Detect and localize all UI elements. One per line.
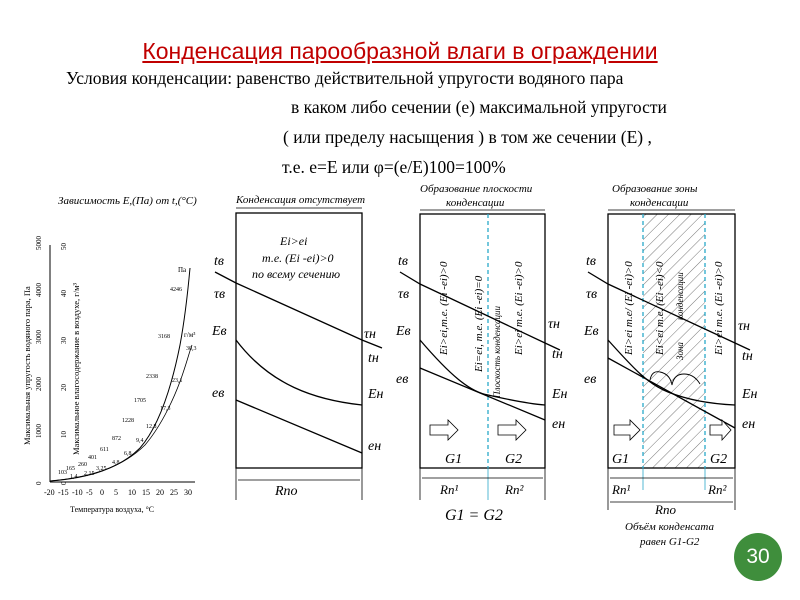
panel3-r1: Rп¹ (612, 482, 631, 497)
panel1-Eh: Eн (368, 387, 384, 402)
panel3-tauv: τв (586, 287, 598, 302)
panel2-g2: G2 (505, 452, 523, 467)
graph-value-label: 3,25 (96, 466, 107, 472)
panel3-tauh: τн (738, 319, 750, 334)
panel3-r: Rпо (655, 502, 676, 517)
graph-xlabel: Температура воздуха, °С (70, 505, 155, 514)
condition-line-4: т.е. е=Е или φ=(е/Е)100=100% (282, 157, 506, 177)
panel2-th: tн (552, 347, 563, 362)
panel1-ev: eв (212, 386, 225, 401)
graph-x-tick: 5 (114, 488, 118, 497)
panel2-arrow-2 (498, 420, 526, 440)
panel3-z1: Ei>ei т.е/ (Ei -ei)>0 (623, 261, 635, 355)
panel1-th: tн (368, 351, 379, 366)
panel1-header: Конденсация отсутствует (236, 194, 366, 206)
graph-y-tick-left: 3000 (35, 330, 43, 344)
panel1-cond2: т.е. (Ei -ei)>0 (262, 251, 334, 265)
panel3-z2: Ei<ei т.е. (Ei -ei)<0 (654, 261, 666, 355)
panel-condensation-zone (583, 183, 758, 548)
graph-y-tick-right: 10 (60, 431, 68, 438)
panel2-g1: G1 (445, 452, 463, 467)
panel2-plane-label: Плоскость конденсации (492, 306, 502, 398)
panel1-temperature-line (215, 272, 382, 348)
graph-value-label: 260 (78, 462, 87, 468)
panel2-Ev: Eв (396, 324, 411, 339)
panel3-Eh: Eн (742, 387, 758, 402)
graph-x-tick: 0 (100, 488, 104, 497)
graph-value-label: 9,4 (136, 438, 144, 444)
panel2-r1: Rп¹ (440, 482, 459, 497)
graph-x-tick: 25 (170, 488, 178, 497)
panel2-tauv: τв (398, 287, 410, 302)
panel1-eh: eн (368, 439, 382, 454)
graph-ylabel-left: Максимальная упругость водяного пара, Па (22, 286, 32, 445)
panel2-header1: Образование плоскости (420, 183, 533, 195)
panel2-Eh: Eн (552, 387, 568, 402)
panel3-condensation-zone (643, 214, 705, 468)
panel3-footer1: Объём конденсата (625, 521, 714, 533)
panel3-tv: tв (586, 254, 596, 269)
panel2-z3: Ei>ei т.е. (Ei -ei)>0 (513, 261, 525, 355)
graph-value-label: 401 (88, 455, 97, 461)
graph-x-tick: -15 (58, 488, 69, 497)
graph-y-tick-right: 20 (60, 384, 68, 391)
graph-value-label: 4,8 (112, 460, 120, 466)
graph-x-tick: 20 (156, 488, 164, 497)
graph-value-label: 12,8 (146, 424, 157, 430)
panel1-Ev: Eв (212, 324, 227, 339)
graph-y-tick-right: 40 (60, 290, 68, 297)
graph-y-tick-left: 4000 (35, 283, 43, 297)
graph-value-label: 3168 (158, 334, 170, 340)
graph-value-label: 611 (100, 447, 109, 453)
panel1-r: Rпо (275, 484, 298, 499)
panel3-Ev: Eв (584, 324, 599, 339)
graph-x-tick: -5 (86, 488, 93, 497)
panel2-eh: eн (552, 417, 566, 432)
panel3-z3: Ei>ei т.е. (Ei -ei)>0 (713, 261, 725, 355)
graph-value-label: 165 (66, 466, 75, 472)
graph-value-label: 1,4 (70, 474, 78, 480)
panel3-z2b: конденсации (675, 272, 685, 320)
graph-value-label: 23,1 (172, 378, 183, 384)
graph-value-label: 103 (58, 470, 67, 476)
panel1-tauv: τв (214, 287, 226, 302)
graph-value-label: 6,8 (124, 451, 132, 457)
graph-value-label: 2338 (146, 374, 158, 380)
graph-ylabel-right: Максимальное влагосодержание в воздухе, г/м³ (71, 282, 81, 455)
panel2-z1: Ei>ei,т.е. (Ei -ei)>0 (438, 261, 450, 355)
panel3-g2: G2 (710, 452, 728, 467)
graph-y-tick-left: 2000 (35, 377, 43, 391)
panel2-e-line (420, 368, 545, 420)
graph-y-tick-left: 1000 (35, 424, 43, 438)
condition-line-2: в каком либо сечении (е) максимальной упругости (291, 97, 667, 117)
graph-value-label: 872 (112, 436, 121, 442)
panel3-r2: Rп² (708, 482, 727, 497)
graph-y-tick-left: 0 (35, 481, 43, 485)
panel-condensation-plane (395, 183, 568, 524)
page-number-badge: 30 (734, 533, 782, 581)
panel2-formula: G1 = G2 (445, 507, 503, 524)
graph-curve-label-pa: Па (178, 266, 187, 274)
panel1-tauh: τн (364, 327, 376, 342)
graph-y-tick-right: 30 (60, 337, 68, 344)
panel3-footer2: равен G1-G2 (640, 536, 700, 548)
graph-x-tick: 10 (128, 488, 136, 497)
panel2-header2: конденсации (446, 197, 505, 209)
panel3-th: tн (742, 349, 753, 364)
graph-value-label: 2,15 (84, 471, 95, 477)
panel2-arrow-1 (430, 420, 458, 440)
graph-y-tick-right: 50 (60, 243, 68, 250)
panel3-zone-label: Зона (675, 342, 685, 360)
graph-value-label: 17,3 (160, 406, 171, 412)
graph-x-tick: 30 (184, 488, 192, 497)
panel2-z2: Ei=ei, т.е. (Ei -ei)=0 (473, 275, 485, 372)
panel1-cond3: по всему сечению (252, 267, 341, 281)
panel1-tv: tв (214, 254, 224, 269)
panel2-ev: eв (396, 372, 409, 387)
panel3-header1: Образование зоны (612, 183, 698, 195)
graph-x-tick: -10 (72, 488, 83, 497)
graph-x-tick: 15 (142, 488, 150, 497)
panel3-eh: eн (742, 417, 756, 432)
graph-value-label: 4246 (170, 287, 182, 293)
graph-x-tick: -20 (44, 488, 55, 497)
graph-ticks (35, 236, 192, 498)
condition-line-1: Условия конденсации: равенство действительной упругости водяного пара (66, 68, 624, 88)
panel2-tv: tв (398, 254, 408, 269)
graph-y-tick-right: 0 (60, 481, 68, 485)
condition-line-3: ( или пределу насыщения ) в том же сечении (Е) , (283, 127, 652, 147)
panel2-r2: Rп² (505, 482, 524, 497)
panel1-cond1: Ei>ei (280, 234, 308, 248)
graph-title: Зависимость Е,(Па) от t,(°С) (58, 195, 197, 207)
e-vs-t-graph (22, 195, 197, 514)
panel2-tauh: τн (548, 317, 560, 332)
graph-value-label: 1705 (134, 398, 146, 404)
panel3-g1: G1 (612, 452, 630, 467)
graph-curve-label-gm3: г/м³ (184, 331, 196, 339)
panel3-ev: eв (584, 372, 597, 387)
panel1-E-curve (236, 340, 362, 405)
graph-value-label: 30,3 (186, 346, 197, 352)
graph-y-tick-left: 5000 (35, 236, 43, 250)
slide-title: Конденсация парообразной влаги в ограждении (142, 38, 658, 64)
panel-no-condensation (211, 194, 384, 500)
panel1-e-line (236, 400, 362, 453)
graph-value-label: 1228 (122, 418, 134, 424)
panel3-header2: конденсации (630, 197, 689, 209)
